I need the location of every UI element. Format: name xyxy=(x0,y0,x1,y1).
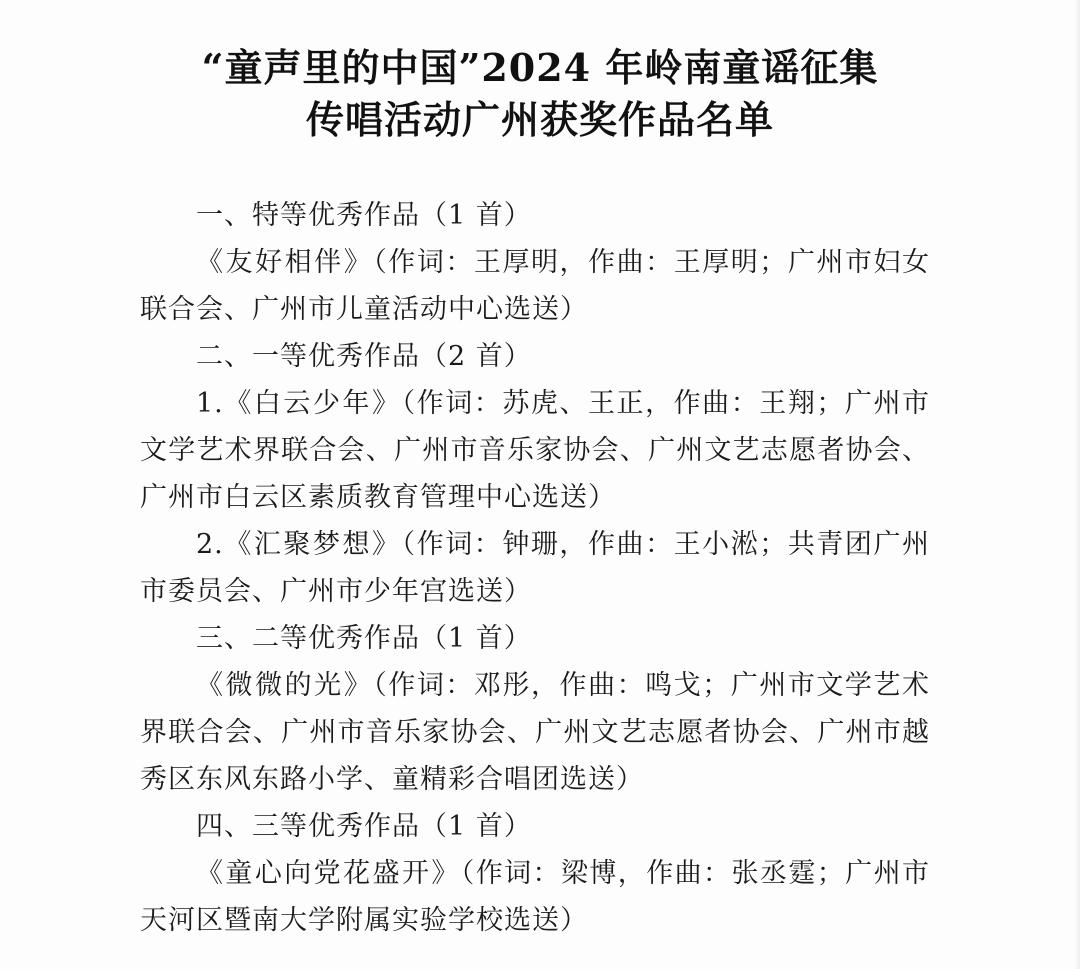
list-item xyxy=(140,662,930,803)
section-heading-second: 三、二等优秀作品（1 首） xyxy=(196,623,532,654)
list-item xyxy=(140,521,930,615)
song-title: 《汇聚梦想》 xyxy=(223,529,402,560)
scan-edge-shadow xyxy=(1074,0,1080,969)
song-title: 《童心向党花盛开》 xyxy=(196,858,461,889)
list-item xyxy=(140,850,930,944)
song-details: （作词：钟珊，作曲：王小淞；共青团广州市委员会、广州市少年宫选送） xyxy=(140,529,931,607)
award-list xyxy=(140,192,930,944)
song-details: （作词：邓彤，作曲：鸣戈；广州市文学艺术界联合会、广州市音乐家协会、广州文艺志愿者协会、广州市越秀区东风东路小学、童精彩合唱团选送） xyxy=(140,670,931,795)
section-heading-special: 一、特等优秀作品（1 首） xyxy=(196,200,532,231)
song-details: （作词：王厚明，作曲：王厚明；广州市妇女联合会、广州市儿童活动中心选送） xyxy=(140,247,931,325)
song-title: 《友好相伴》 xyxy=(196,247,374,278)
list-item xyxy=(140,380,930,521)
document-title-line-1: “童声里的中国”2024 年岭南童谣征集 xyxy=(201,45,879,90)
section-heading-first: 二、一等优秀作品（2 首） xyxy=(196,341,532,372)
entry-number: 2. xyxy=(196,529,224,560)
song-title: 《微微的光》 xyxy=(196,670,374,701)
list-item xyxy=(140,239,930,333)
song-details: （作词：梁博，作曲：张丞霆；广州市天河区暨南大学附属实验学校选送） xyxy=(140,858,931,936)
document-title-line-2: 传唱活动广州获奖作品名单 xyxy=(305,97,774,142)
song-details: （作词：苏虎、王正，作曲：王翔；广州市文学艺术界联合会、广州市音乐家协会、广州文艺志愿者协会、广州市白云区素质教育管理中心选送） xyxy=(140,388,931,513)
song-title: 《白云少年》 xyxy=(223,388,402,419)
section-heading-third: 四、三等优秀作品（1 首） xyxy=(196,811,532,842)
entry-number: 1. xyxy=(196,388,224,419)
